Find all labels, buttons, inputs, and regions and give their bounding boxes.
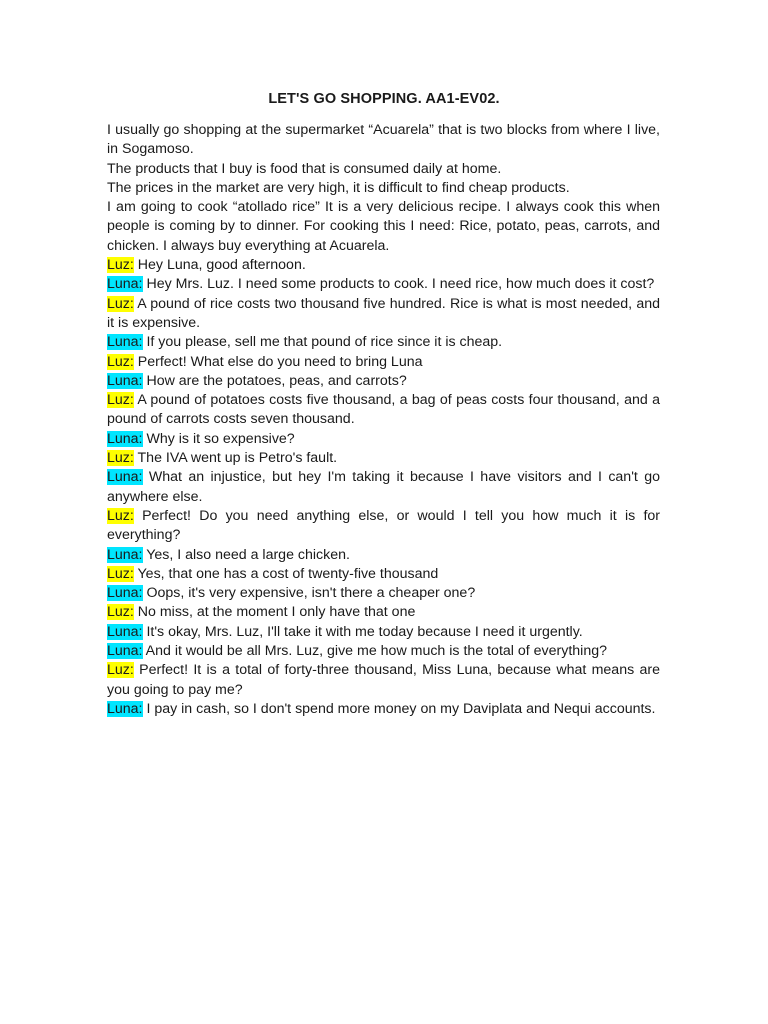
speaker-label-luna: Luna: bbox=[107, 546, 143, 563]
speaker-label-luna: Luna: bbox=[107, 372, 143, 389]
dialogue-line bbox=[107, 507, 660, 546]
dialogue-line bbox=[107, 391, 660, 430]
dialogue-text: It's okay, Mrs. Luz, I'll take it with me today because I need it urgently. bbox=[142, 623, 583, 640]
dialogue-line bbox=[107, 623, 660, 642]
dialogue-line bbox=[107, 372, 660, 391]
speaker-label-luz: Luz: bbox=[107, 353, 134, 370]
intro-paragraph: I usually go shopping at the supermarket “Acuarela” that is two blocks from where I live, in Sogamoso. bbox=[107, 122, 660, 158]
speaker-label-luna: Luna: bbox=[107, 623, 143, 640]
intro-paragraph: The prices in the market are very high, it is difficult to find cheap products. bbox=[107, 179, 570, 196]
dialogue-text: I pay in cash, so I don't spend more money on my Daviplata and Nequi accounts. bbox=[142, 700, 656, 717]
dialogue-text: Why is it so expensive? bbox=[142, 430, 295, 447]
speaker-label-luz: Luz: bbox=[107, 295, 134, 312]
speaker-label-luz: Luz: bbox=[107, 565, 134, 582]
speaker-label-luz: Luz: bbox=[107, 662, 134, 679]
speaker-label-luz: Luz: bbox=[107, 604, 134, 621]
dialogue-text: Yes, I also need a large chicken. bbox=[142, 546, 350, 563]
intro-section bbox=[107, 121, 660, 256]
speaker-label-luna: Luna: bbox=[107, 430, 143, 447]
dialogue-text: Yes, that one has a cost of twenty-five thousand bbox=[133, 565, 439, 582]
dialogue-text: Hey Mrs. Luz. I need some products to cook. I need rice, how much does it cost? bbox=[142, 276, 655, 293]
dialogue-text: No miss, at the moment I only have that one bbox=[133, 604, 416, 621]
dialogue-line bbox=[107, 430, 660, 449]
speaker-label-luna: Luna: bbox=[107, 700, 143, 717]
speaker-label-luna: Luna: bbox=[107, 585, 143, 602]
intro-paragraph: The products that I buy is food that is consumed daily at home. bbox=[107, 160, 502, 177]
dialogue-text: Oops, it's very expensive, isn't there a cheaper one? bbox=[142, 585, 476, 602]
dialogue-text: A pound of rice costs two thousand five hundred. Rice is what is most needed, and it is expensive. bbox=[107, 295, 660, 331]
dialogue-text: How are the potatoes, peas, and carrots? bbox=[142, 372, 407, 389]
speaker-label-luna: Luna: bbox=[107, 334, 143, 351]
speaker-label-luz: Luz: bbox=[107, 507, 134, 524]
dialogue-text: The IVA went up is Petro's fault. bbox=[133, 450, 338, 467]
dialogue-line bbox=[107, 661, 660, 700]
dialogue-line bbox=[107, 642, 660, 661]
intro-paragraph: I am going to cook “atollado rice” It is a very delicious recipe. I always cook this when people is coming by to dinner. For cooking this I need: Rice, potato, peas, carrots, and chicken. I always buy everything at Acuarela. bbox=[107, 199, 660, 254]
speaker-label-luz: Luz: bbox=[107, 392, 134, 409]
dialogue-line bbox=[107, 275, 660, 294]
speaker-label-luna: Luna: bbox=[107, 469, 143, 486]
dialogue-line bbox=[107, 333, 660, 352]
dialogue-line bbox=[107, 468, 660, 507]
dialogue-line bbox=[107, 256, 660, 275]
dialogue-line bbox=[107, 603, 660, 622]
speaker-label-luna: Luna: bbox=[107, 643, 143, 660]
dialogue-text: What an injustice, but hey I'm taking it because I have visitors and I can't go anywhere else. bbox=[107, 469, 660, 505]
dialogue-text: Perfect! What else do you need to bring Luna bbox=[133, 353, 423, 370]
dialogue-line bbox=[107, 584, 660, 603]
dialogue-text: If you please, sell me that pound of rice since it is cheap. bbox=[142, 334, 503, 351]
dialogue-text: A pound of potatoes costs five thousand, a bag of peas costs four thousand, and a pound of carrots costs seven thousand. bbox=[107, 392, 660, 428]
document-title: LET'S GO SHOPPING. AA1-EV02. bbox=[268, 91, 500, 107]
dialogue-line bbox=[107, 546, 660, 565]
dialogue-text: Perfect! Do you need anything else, or would I tell you how much it is for everything? bbox=[107, 507, 660, 544]
dialogue-line bbox=[107, 565, 660, 584]
speaker-label-luz: Luz: bbox=[107, 257, 134, 274]
dialogue-line bbox=[107, 353, 660, 372]
dialogue-line bbox=[107, 700, 660, 719]
dialogue-line bbox=[107, 449, 660, 468]
speaker-label-luz: Luz: bbox=[107, 450, 134, 467]
speaker-label-luna: Luna: bbox=[107, 276, 143, 293]
dialogue-line bbox=[107, 295, 660, 334]
dialogue-text: Perfect! It is a total of forty-three thousand, Miss Luna, because what means are you going to pay me? bbox=[107, 662, 660, 698]
dialogue-text: And it would be all Mrs. Luz, give me how much is the total of everything? bbox=[142, 643, 607, 660]
document-body bbox=[107, 121, 660, 719]
dialogue-section bbox=[107, 256, 660, 719]
dialogue-text: Hey Luna, good afternoon. bbox=[133, 257, 306, 274]
